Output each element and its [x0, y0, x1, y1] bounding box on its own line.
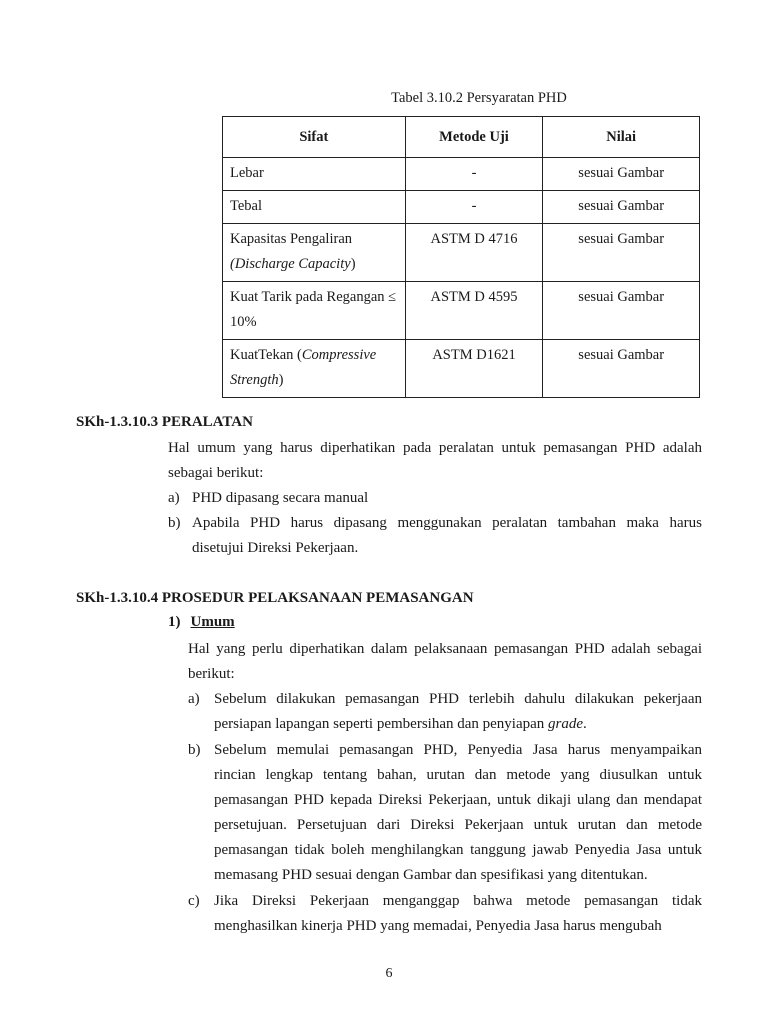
value-cell: sesuai Gambar	[543, 191, 700, 224]
section-heading: SKh-1.3.10.4 PROSEDUR PELAKSANAAN PEMASANGAN	[76, 590, 474, 606]
list-label: b)	[168, 515, 181, 531]
list-item	[168, 486, 702, 511]
value-cell: sesuai Gambar	[543, 224, 700, 282]
property-cell: Lebar	[223, 158, 406, 191]
requirements-table	[222, 116, 700, 398]
property-cell: Kuat Tarik pada Regangan ≤ 10%	[223, 282, 406, 340]
value-cell: sesuai Gambar	[543, 158, 700, 191]
list-text: Jika Direksi Pekerjaan menganggap bahwa metode pemasangan tidak menghasilkan kinerja PHD yang memadai, Penyedia Jasa harus mengubah	[214, 893, 702, 934]
column-header: Metode Uji	[405, 117, 543, 158]
subsection-number: 1)	[168, 614, 181, 630]
table-row	[223, 340, 700, 398]
property-cell: Kapasitas Pengaliran (Discharge Capacity)	[223, 224, 406, 282]
list-text: Sebelum memulai pemasangan PHD, Penyedia Jasa harus menyampaikan rincian lengkap tentang bahan, urutan dan metode yang diusulkan untuk pemasangan PHD kepada Direksi Pekerjaan, untuk dikaji ulang dan mendapat persetujuan. Persetujuan dari Direksi Pekerjaan untuk urutan dan metode pemasangan tidak boleh menghilangkan tanggung jawab Penyedia Jasa untuk memasang PHD sesuai dengan Gambar dan spesifikasi yang ditentukan.	[214, 742, 702, 883]
property-cell: Tebal	[223, 191, 406, 224]
method-cell: ASTM D1621	[405, 340, 543, 398]
list-text: Sebelum dilakukan pemasangan PHD terlebih dahulu dilakukan pekerjaan persiapan lapangan seperti pembersihan dan penyiapan grade.	[214, 691, 702, 732]
list-item	[188, 687, 702, 737]
section-intro: Hal yang perlu diperhatikan dalam pelaksanaan pemasangan PHD adalah sebagai berikut:	[188, 641, 702, 682]
list-text: Apabila PHD harus dipasang menggunakan peralatan tambahan maka harus disetujui Direksi Pekerjaan.	[192, 515, 702, 556]
property-cell: KuatTekan (Compressive Strength)	[223, 340, 406, 398]
table-row	[223, 158, 700, 191]
subsection-heading	[168, 614, 235, 631]
list-text: PHD dipasang secara manual	[192, 490, 369, 506]
list-item	[168, 511, 702, 561]
list-label: b)	[188, 742, 201, 758]
list-item	[188, 738, 702, 888]
table-row	[223, 224, 700, 282]
table-caption: Tabel 3.10.2 Persyaratan PHD	[391, 90, 567, 106]
column-header: Nilai	[543, 117, 700, 158]
method-cell: -	[405, 158, 543, 191]
table-row	[223, 282, 700, 340]
column-header: Sifat	[223, 117, 406, 158]
list-label: a)	[168, 490, 180, 506]
method-cell: ASTM D 4595	[405, 282, 543, 340]
list-label: c)	[188, 893, 200, 909]
table-row	[223, 191, 700, 224]
list-label: a)	[188, 691, 200, 707]
method-cell: -	[405, 191, 543, 224]
method-cell: ASTM D 4716	[405, 224, 543, 282]
section-heading: SKh-1.3.10.3 PERALATAN	[76, 414, 253, 430]
subsection-title: Umum	[190, 614, 235, 630]
value-cell: sesuai Gambar	[543, 340, 700, 398]
page-number: 6	[385, 966, 393, 981]
section-intro: Hal umum yang harus diperhatikan pada peralatan untuk pemasangan PHD adalah sebagai berikut:	[168, 440, 702, 481]
value-cell: sesuai Gambar	[543, 282, 700, 340]
list-item	[188, 889, 702, 939]
table-header-row	[223, 117, 700, 158]
